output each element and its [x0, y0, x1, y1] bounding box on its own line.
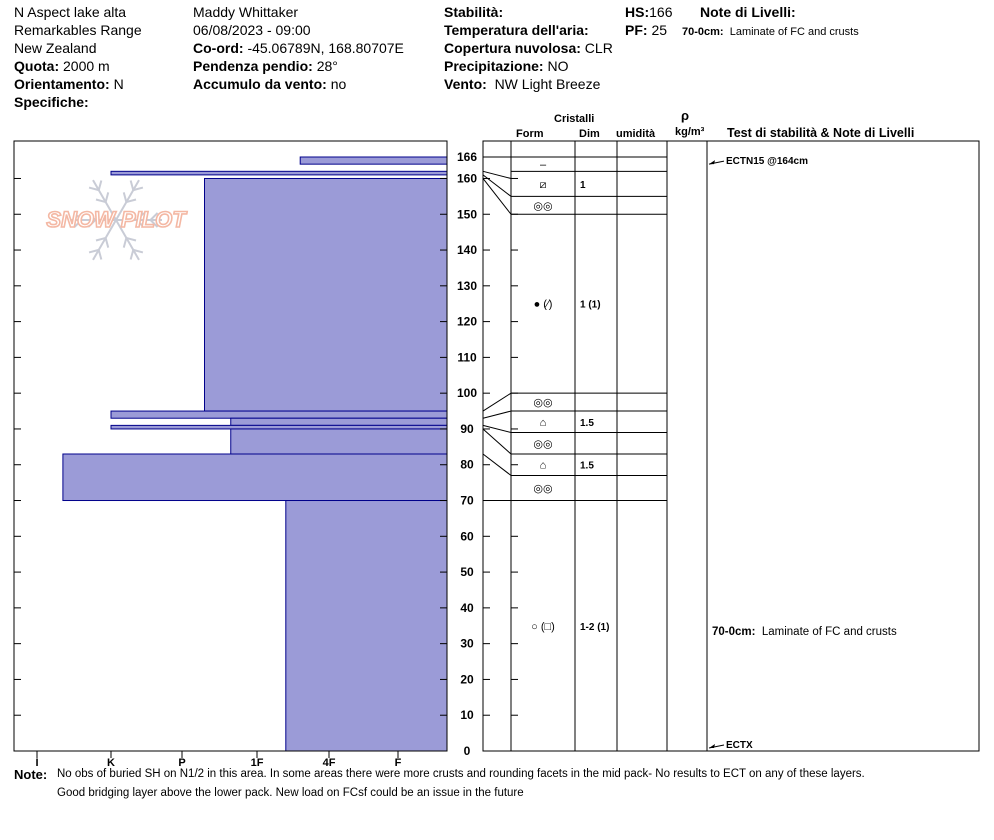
depth-tick-label: 110: [457, 350, 477, 365]
slope-value: 28°: [316, 58, 338, 74]
hardness-layer-bar: [286, 501, 447, 751]
sky-label: Copertura nuvolosa:: [444, 40, 581, 56]
elevation-label: Quota:: [14, 58, 60, 74]
depth-tick-label: 130: [456, 278, 478, 293]
range-name: Remarkables Range: [14, 22, 142, 38]
density-unit-heading: kg/m³: [675, 126, 705, 138]
notes-line-2: Good bridging layer above the lower pack. New load on FCsf could be an issue in the future: [57, 787, 524, 799]
layer-connector: [483, 171, 511, 178]
crystal-size-value: 1.5: [580, 417, 594, 429]
wind-label: Vento:: [444, 76, 487, 92]
stability-label: Stabilità:: [444, 4, 504, 20]
crystal-size-value: 1.5: [580, 460, 594, 472]
crystal-size-value: 1: [580, 179, 586, 191]
crystal-form-symbol: –: [539, 159, 547, 172]
depth-tick-label: 140: [456, 243, 478, 258]
layer-note-depth-text: Laminate of FC and crusts: [761, 626, 897, 638]
location-name: N Aspect lake alta: [14, 4, 127, 20]
depth-tick-label: 30: [460, 636, 474, 651]
layer-connector: [483, 175, 511, 196]
precip-label: Precipitazione:: [444, 58, 544, 74]
depth-tick-label: 80: [460, 457, 474, 472]
depth-tick-label: 150: [456, 207, 478, 222]
depth-tick-label: 90: [460, 421, 474, 436]
crystal-form-symbol: ⌂: [539, 459, 547, 472]
depth-tick-label: 160: [456, 171, 478, 186]
coord-value: -45.06789N, 168.80707E: [247, 40, 404, 56]
depth-tick-label: 60: [460, 529, 474, 544]
wind-loading-label: Accumulo da vento:: [193, 76, 327, 92]
hardness-tick-label: I: [35, 757, 39, 769]
hardness-tick-label: P: [178, 757, 186, 769]
sky-value: CLR: [584, 40, 613, 56]
crystal-form-symbol: ◎◎: [533, 200, 553, 213]
snowflake-branch: [99, 180, 102, 190]
snowflake-branch: [131, 250, 134, 260]
pf-value: 25: [651, 22, 668, 38]
aspect-label: Orientamento:: [14, 76, 110, 92]
depth-tick-label: 0: [463, 744, 471, 758]
snowflake-branch: [99, 250, 102, 260]
slope-label: Pendenza pendio:: [193, 58, 313, 74]
aspect-value: N: [113, 76, 124, 92]
hardness-tick-label: K: [107, 757, 115, 769]
hardness-layer-bar: [111, 411, 447, 418]
snowflake-branch: [124, 192, 127, 202]
observation-datetime: 06/08/2023 - 09:00: [193, 22, 311, 38]
hardness-layer-bar: [205, 178, 448, 411]
crystal-form-symbol: ○ (□): [531, 620, 555, 633]
notes-label: Note:: [14, 767, 48, 782]
crystal-form-symbol: ◎◎: [533, 397, 553, 410]
layer-connector: [483, 411, 511, 418]
hardness-tick-label: 1F: [250, 757, 264, 769]
stability-test-label: ECTN15 @164cm: [726, 156, 809, 168]
form-heading: Form: [516, 128, 544, 140]
hardness-tick-label: 4F: [322, 757, 336, 769]
hardness-layer-bar: [111, 171, 447, 175]
layer-notes-label: Note di Livelli:: [700, 4, 796, 20]
size-heading: Dim: [579, 128, 600, 140]
snowflake-branch: [124, 238, 127, 248]
layer-connector: [483, 178, 511, 214]
snowflake-branch: [131, 180, 134, 190]
rho-heading: ρ: [681, 108, 690, 123]
crystal-form-symbol: ◎◎: [533, 482, 553, 495]
notes-line-1: No obs of buried SH on N1/2 in this area. In some areas there were more crusts and rounding facets in the mid pack- No results to ECT on any of these layers.: [57, 768, 865, 780]
snow-pilot-logo: [46, 180, 187, 260]
air-temp-label: Temperatura dell'aria:: [444, 22, 589, 38]
hardness-layer-bar: [300, 157, 447, 164]
snowflake-branch: [106, 238, 109, 248]
layer-connector: [483, 393, 511, 411]
hs-label: HS:: [625, 4, 650, 20]
depth-tick-label: 50: [460, 565, 474, 580]
test-arrow-head: [709, 160, 715, 164]
depth-tick-label: 100: [456, 386, 478, 401]
observer-name: Maddy Whittaker: [193, 4, 299, 20]
crystal-form-symbol: ● (⁄): [533, 298, 553, 311]
layer-note-depth-range: 70-0cm:: [712, 626, 756, 638]
crystal-size-value: 1-2 (1): [580, 621, 610, 633]
stability-test-label: ECTX: [726, 740, 753, 751]
crystal-form-symbol: ⌂: [539, 416, 547, 429]
hs-value: 166: [649, 4, 673, 20]
depth-tick-label: 70: [460, 493, 474, 508]
crystal-size-value: 1 (1): [580, 299, 601, 311]
depth-tick-label: 10: [460, 708, 474, 723]
depth-tick-label: 166: [456, 150, 478, 164]
hardness-tick-label: F: [394, 757, 402, 769]
hardness-layer-bar: [231, 429, 447, 454]
wind-value: NW Light Breeze: [494, 76, 601, 92]
layer-connector: [483, 429, 511, 454]
crystal-form-symbol: ⧄: [539, 178, 547, 191]
layer-note-at-depth: [712, 624, 897, 640]
depth-tick-label: 120: [456, 314, 478, 329]
snowflake-branch: [106, 192, 109, 202]
crystals-heading: Cristalli: [554, 113, 595, 125]
pf-label: PF:: [625, 22, 648, 38]
logo-text: SNOW PILOT: [46, 207, 186, 232]
precip-value: NO: [547, 58, 569, 74]
tests-heading: Test di stabilità & Note di Livelli: [727, 126, 915, 140]
coord-label: Co-ord:: [193, 40, 244, 56]
country-name: New Zealand: [14, 40, 97, 56]
depth-tick-label: 40: [460, 600, 474, 615]
moisture-heading: umidità: [616, 128, 656, 140]
depth-tick-label: 20: [460, 672, 474, 687]
specifics-label: Specifiche:: [14, 94, 89, 110]
layer-table-frame: [483, 141, 979, 751]
hardness-layer-bar: [111, 425, 447, 429]
test-arrow-head: [709, 744, 715, 748]
hardness-layer-bar: [63, 454, 447, 501]
elevation-value: 2000 m: [63, 58, 110, 74]
layer-note-text: Laminate of FC and crusts: [729, 26, 859, 38]
hardness-layer-bar: [231, 418, 447, 425]
layer-note-range: 70-0cm:: [682, 26, 724, 38]
crystal-form-symbol: ◎◎: [533, 438, 553, 451]
wind-loading-value: no: [330, 76, 347, 92]
